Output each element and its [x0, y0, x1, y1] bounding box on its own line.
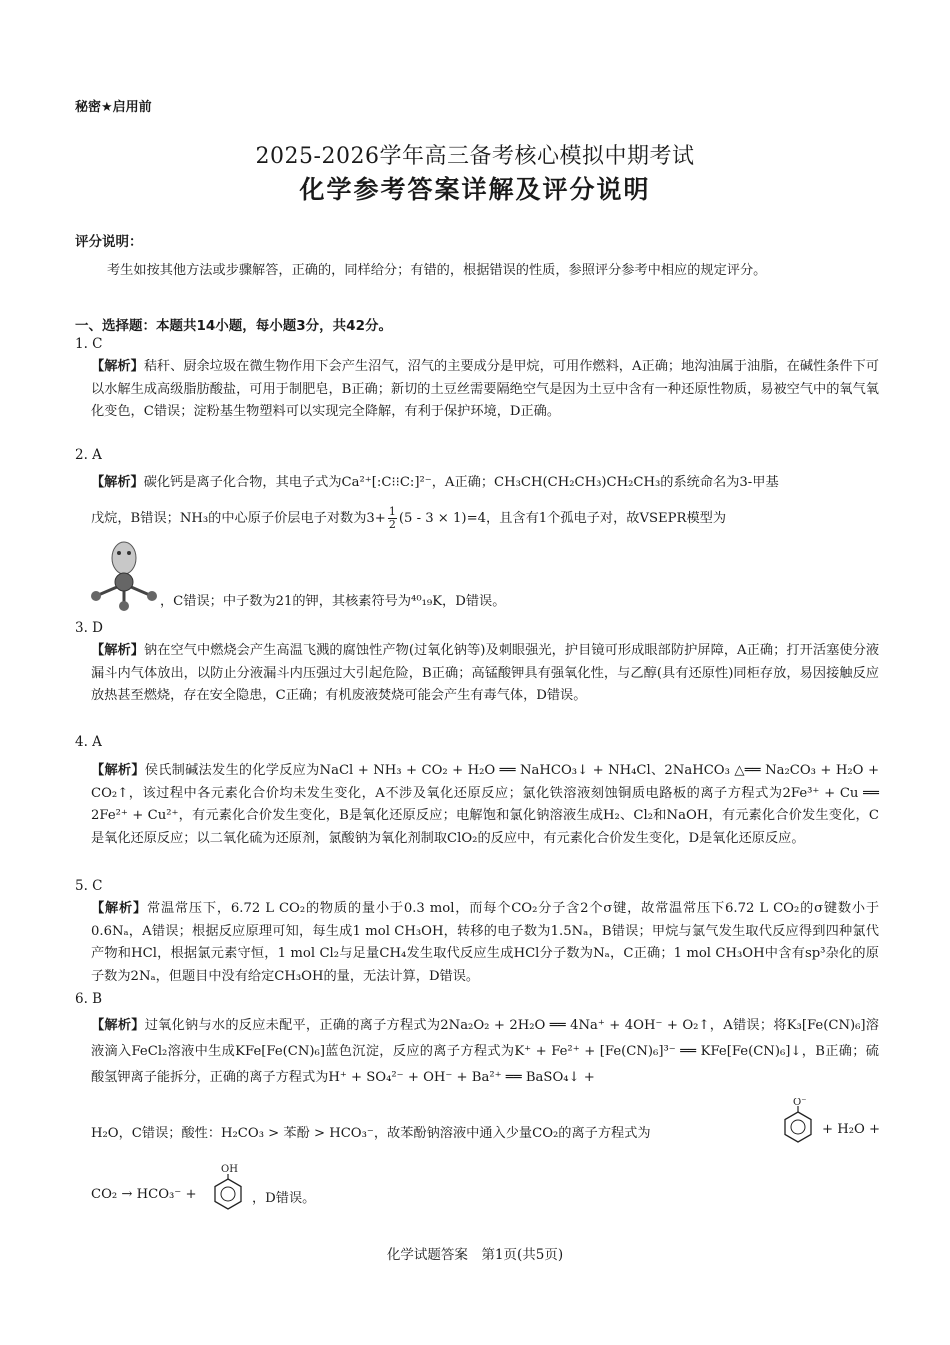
- question-2-text-1: 碳化钙是离子化合物，其电子式为Ca²⁺[:C⁝⁝C:]²⁻，A正确；CH₃CH(CH₂CH₃)CH₂CH₃的系统命名为3-甲基: [143, 475, 779, 490]
- vsepr-model-icon: [88, 536, 160, 612]
- question-6-line-a-tail: + H₂O +: [822, 1122, 881, 1137]
- scoring-text: 考生如按其他方法或步骤解答，正确的，同样给分；有错的，根据错误的性质，参照评分参考中相应的规定评分。: [107, 263, 767, 278]
- question-4-answer: 4. A: [75, 734, 102, 750]
- question-1-answer: 1. C: [75, 336, 103, 352]
- question-3-explanation: [91, 640, 879, 708]
- question-4-explanation: [91, 760, 879, 850]
- analysis-tag: 【解析】: [91, 763, 145, 778]
- question-2-text-2a: 戊烷，B错误；NH₃的中心原子价层电子对数为3+: [91, 511, 386, 526]
- fraction-denominator: 2: [388, 518, 396, 531]
- phenoxide-label: O⁻: [793, 1098, 807, 1108]
- phenoxide-ring-icon: [778, 1098, 818, 1146]
- question-6-line-b-tail: ，D错误。: [252, 1191, 316, 1206]
- question-6-answer: 6. B: [75, 991, 103, 1007]
- fraction-numerator: 1: [388, 505, 396, 518]
- question-3-text: 钠在空气中燃烧会产生高温飞溅的腐蚀性产物(过氧化钠等)及刺眼强光，护目镜可形成眼部防护屏障，A正确；打开活塞使分液漏斗内气体放出，以防止分液漏斗内压强过大引起危险，B正确；高锰酸钾具有强氧化性，与乙醇(具有还原性)同柜存放，易因接触反应放热甚至燃烧，存在安全隐患，C正确；有机废液焚烧可能会产生有毒气体，D错误。: [91, 643, 880, 703]
- question-2-line-1: [91, 471, 891, 490]
- question-2-answer: 2. A: [75, 447, 102, 463]
- question-6-explanation: [91, 1013, 879, 1091]
- analysis-tag: 【解析】: [91, 643, 144, 658]
- question-5-answer: 5. C: [75, 878, 103, 894]
- document-title: 化学参考答案详解及评分说明: [299, 175, 651, 204]
- question-3-answer: 3. D: [75, 620, 103, 636]
- question-5-explanation: [91, 898, 879, 988]
- scoring-heading: 评分说明：: [75, 234, 143, 250]
- question-2-line-2: [91, 506, 891, 531]
- analysis-tag: 【解析】: [91, 901, 147, 916]
- question-1-explanation: [91, 356, 879, 424]
- question-2-line-3: ，C错误；中子数为21的钾，其核素符号为⁴⁰₁₉K，D错误。: [160, 594, 506, 609]
- question-6-text: 过氧化钠与水的反应未配平，正确的离子方程式为2Na₂O₂ + 2H₂O ══ 4Na⁺ + 4OH⁻ + O₂↑，A错误；将K₃[Fe(CN)₆]溶液滴入FeCl₂溶液中生成KFe[Fe(CN)₆]蓝色沉淀，反应的离子方程式为K⁺ + Fe²⁺ + [Fe(CN)₆]³⁻ ══ KFe[Fe(CN)₆]↓，B正确；硫酸氢钾离子能拆分，正确的离子方程式为H⁺ + SO₄²⁻ + OH⁻ + Ba²⁺ ══ BaSO₄↓ +: [91, 1018, 879, 1085]
- fraction: [388, 506, 397, 531]
- question-5-text: 常温常压下，6.72 L CO₂的物质的量小于0.3 mol，而每个CO₂分子含2个σ键，故常温常压下6.72 L CO₂的σ键数小于0.6Nₐ，A错误；根据反应原理可知，每生成1 mol CH₃OH，转移的电子数为1.5Nₐ，B错误；甲烷与氯气发生取代反应得到四种氯代产物和HCl，根据氯元素守恒，1 mol Cl₂与足量CH₄发生取代反应生成HCl分子数为Nₐ，C正确；1 mol CH₃OH中含有sp³杂化的原子数为2Nₐ，但题目中没有给定CH₃OH的量，无法计算，D错误。: [91, 901, 880, 984]
- exam-title: 2025-2026学年高三备考核心模拟中期考试: [255, 144, 695, 169]
- question-1-text: 秸秆、厨余垃圾在微生物作用下会产生沼气，沼气的主要成分是甲烷，可用作燃料，A正确；地沟油属于油脂，在碱性条件下可以水解生成高级脂肪酸盐，可用于制肥皂，B正确；新切的土豆丝需要隔绝空气是因为土豆中含有一种还原性物质，易被空气中的氧气氧化变色，C错误；淀粉基生物塑料可以实现完全降解，有利于保护环境，D正确。: [91, 359, 879, 419]
- section-heading: 一、选择题：本题共14小题，每小题3分，共42分。: [75, 318, 392, 334]
- question-6-line-a: [91, 1122, 891, 1141]
- question-2-text-2b: (5 - 3 × 1)=4，且含有1个孤电子对，故VSEPR模型为: [398, 511, 727, 526]
- analysis-tag: 【解析】: [91, 475, 144, 490]
- question-6-text-b: CO₂ → HCO₃⁻ +: [91, 1187, 197, 1202]
- phenol-ring-icon: [208, 1163, 248, 1213]
- phenol-label: OH: [221, 1164, 238, 1175]
- confidential-label: 秘密★启用前: [75, 100, 152, 115]
- question-6-text-a: H₂O，C错误；酸性：H₂CO₃ > 苯酚 > HCO₃⁻，故苯酚钠溶液中通入少量CO₂的离子方程式为: [91, 1126, 651, 1141]
- page-footer: 化学试题答案 第1页(共5页): [386, 1247, 564, 1263]
- question-4-text: 侯氏制碱法发生的化学反应为NaCl + NH₃ + CO₂ + H₂O ══ NaHCO₃↓ + NH₄Cl、2NaHCO₃ △══ Na₂CO₃ + H₂O + CO₂↑，该过程中各元素化合价均未发生变化，A不涉及氧化还原反应；氯化铁溶液刻蚀铜质电路板的离子方程式为2Fe³⁺ + Cu ══ 2Fe²⁺ + Cu²⁺，有元素化合价发生变化，B是氧化还原反应；电解饱和氯化钠溶液生成H₂、Cl₂和NaOH，有元素化合价发生变化，C是氧化还原反应；以二氧化硫为还原剂，氯酸钠为氧化剂制取ClO₂的反应中，有元素化合价发生变化，D是氧化还原反应。: [91, 763, 879, 846]
- analysis-tag: 【解析】: [91, 359, 144, 374]
- analysis-tag: 【解析】: [91, 1018, 145, 1033]
